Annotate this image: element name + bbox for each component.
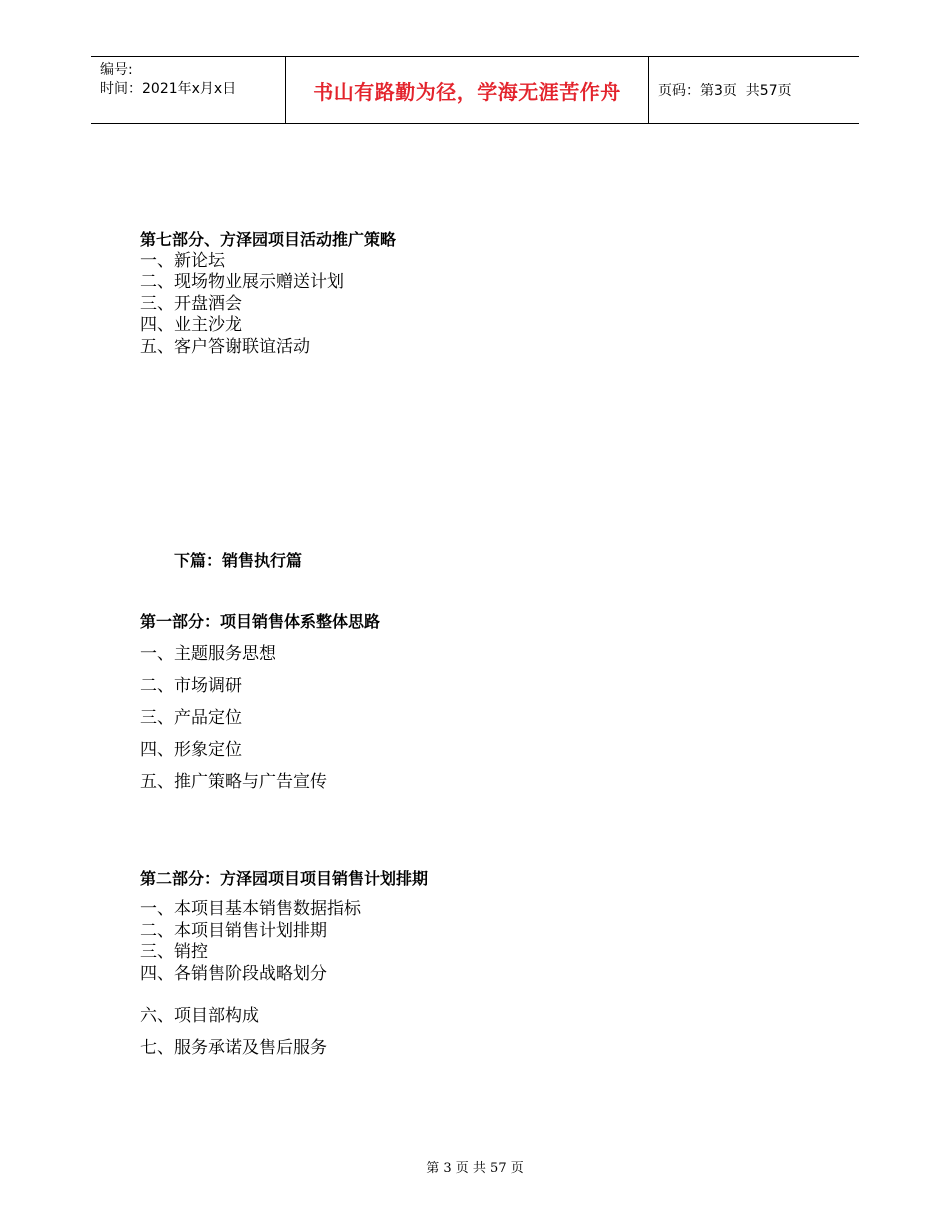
list-item: 二、市场调研 [140,676,242,696]
header-page-cell [649,57,859,123]
part2-list [140,899,361,985]
section7-title: 第七部分、方泽园项目活动推广策略 [140,230,397,249]
section7-block [140,229,396,358]
page-info: 页码：第3页 共57页 [658,83,792,99]
motto-text: 书山有路勤为径，学海无涯苦作舟 [313,79,621,104]
part2-title: 第二部分：方泽园项目项目销售计划排期 [140,869,429,888]
header-meta-cell [91,57,286,123]
list-item: 二、现场物业展示赠送计划 [140,272,344,292]
page-footer: 第 3 页 共 57 页 [426,1161,524,1176]
list-item: 一、新论坛 [140,250,225,271]
page-header [91,56,859,124]
part1-block [140,606,380,798]
list-item: 四、业主沙龙 [140,315,242,335]
part-title: 下篇：销售执行篇 [174,551,303,570]
list-item: 四、形象定位 [140,740,242,760]
list-item: 三、产品定位 [140,708,242,728]
list-item: 一、本项目基本销售数据指标 [140,899,361,919]
number-label: 编号: [100,62,133,78]
list-item: 四、各销售阶段战略划分 [140,963,327,984]
list-item: 一、主题服务思想 [140,644,276,664]
list-item: 六、项目部构成 [140,1006,259,1026]
list-item: 七、服务承诺及售后服务 [140,1038,327,1058]
part2-extra-list [140,1000,327,1064]
list-item: 五、客户答谢联谊活动 [140,336,310,357]
list-item: 三、销控 [140,942,208,962]
part1-title: 第一部分：项目销售体系整体思路 [140,612,381,631]
header-motto-cell [286,57,649,123]
list-item: 二、本项目销售计划排期 [140,920,327,941]
list-item: 三、开盘酒会 [140,293,242,314]
list-item: 五、推广策略与广告宣传 [140,772,327,792]
time-label: 时间：2021年x月x日 [100,81,237,97]
